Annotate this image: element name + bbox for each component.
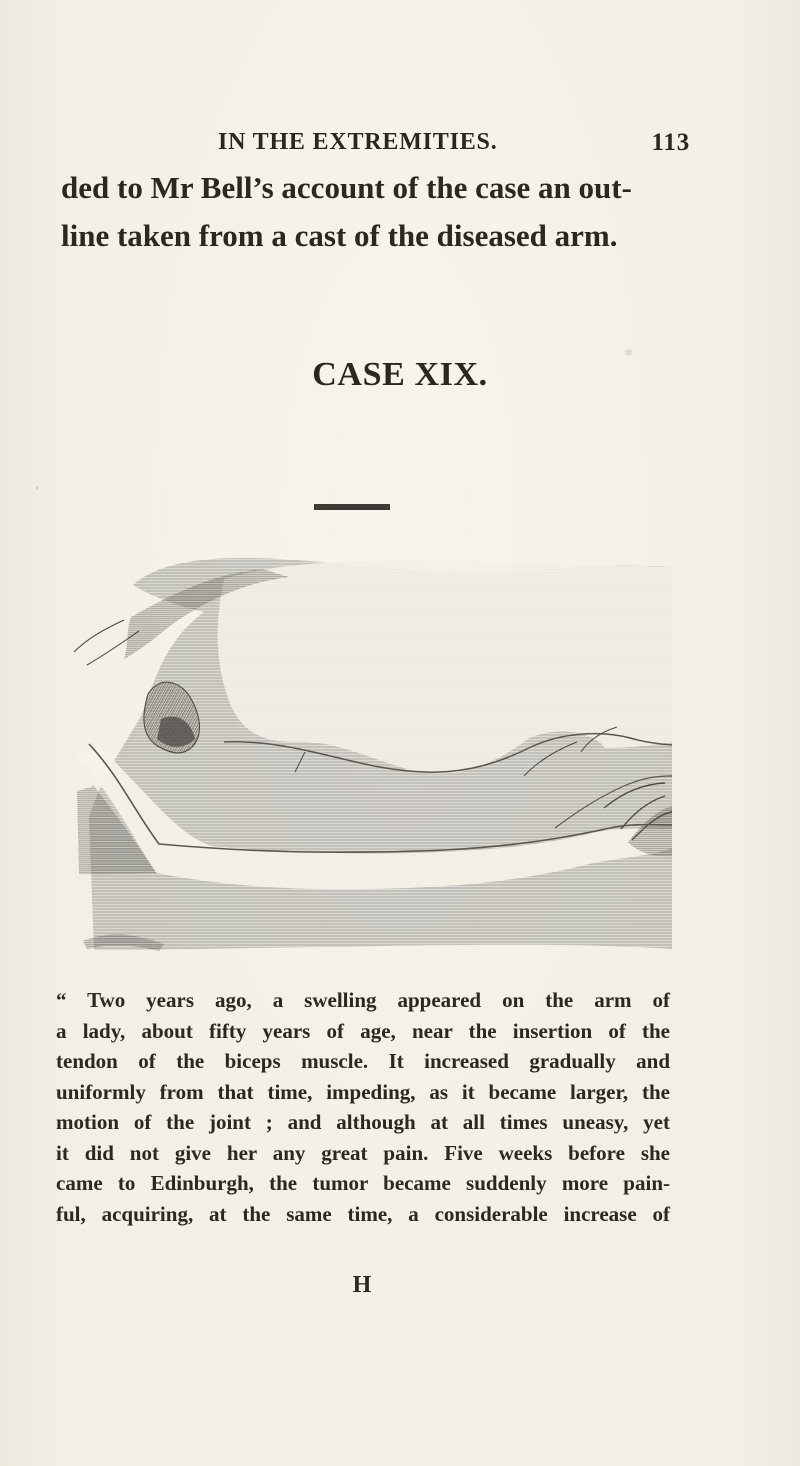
paragraph-line: motion of the joint ; and although at all times uneasy, yet: [56, 1110, 670, 1134]
running-head-title: IN THE EXTREMITIES.: [218, 129, 498, 155]
case-paragraph: [56, 985, 670, 1229]
paragraph-line: tendon of the biceps muscle. It increased gradually and: [56, 1049, 670, 1073]
paragraph-line: ful, acquiring, at the same time, a considerable increase of: [56, 1201, 670, 1226]
paragraph-line: it did not give her any great pain. Five weeks before she: [56, 1140, 670, 1165]
case-heading: CASE XIX.: [312, 356, 488, 393]
paragraph-line: a lady, about fifty years of age, near the insertion of the: [56, 1018, 670, 1043]
plate-rule: [314, 504, 390, 510]
intro-line-1: ded to Mr Bell’s account of the case an out-: [61, 170, 632, 205]
signature-mark: H: [352, 1272, 372, 1298]
print-mark: ·: [34, 478, 41, 498]
intro-line-2: line taken from a cast of the diseased arm.: [61, 218, 618, 253]
print-mark: *: [624, 345, 633, 365]
paragraph-line: “ Two years ago, a swelling appeared on the arm of: [56, 988, 670, 1012]
paragraph-line: uniformly from that time, impeding, as it became larger, the: [56, 1079, 670, 1104]
paragraph-line: came to Edinburgh, the tumor became suddenly more pain-: [56, 1171, 670, 1195]
intro-text: [61, 164, 701, 260]
running-head: [218, 129, 690, 163]
arm-cast-engraving: [69, 494, 699, 972]
page-number: 113: [651, 129, 690, 156]
